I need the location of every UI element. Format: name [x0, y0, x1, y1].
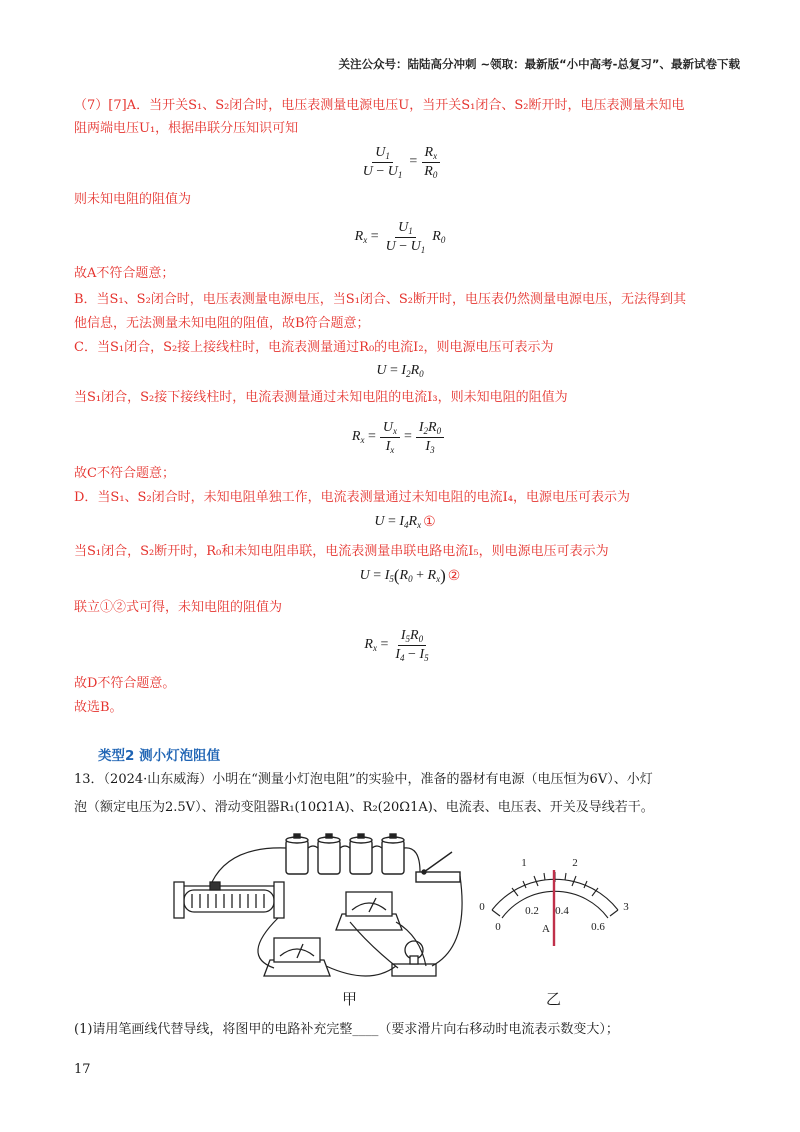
answer-line-3: 则未知电阻的阻值为: [74, 192, 192, 207]
formula-rx-d: $R_x$ = $\frac{I_5R_0}{I_4 - I_5}$: [364, 627, 429, 663]
section-title: 类型2 测小灯泡阻值: [98, 748, 221, 764]
caption-jia: 甲: [342, 990, 358, 1008]
dial-label-0.2: 0.2: [525, 905, 539, 917]
rheostat: [174, 882, 284, 918]
formula-u-i4rx: U = $I_4R_x$ ①: [374, 514, 436, 530]
battery-pack: [286, 834, 404, 874]
dial-label-0-inner: 0: [495, 921, 501, 933]
answer-line-9: 故C不符合题意；: [74, 466, 175, 481]
answer-line-7: C．当S₁闭合，S₂接上接线柱时，电流表测量通过R₀的电流I₂，则电源电压可表示为: [74, 340, 554, 355]
question-line-1: 13．（2024·山东威海）小明在“测量小灯泡电阻”的实验中，准备的器材有电源（电压恒为6V）、小灯: [74, 772, 653, 787]
switch: [416, 852, 460, 882]
answer-line-4: 故A不符合题意；: [74, 266, 175, 281]
answer-line-1: （7）[7]A．当开关S₁、S₂闭合时，电压表测量电源电压U，当开关S₁闭合、S₂断开时，电压表测量未知电: [74, 98, 685, 113]
mark-two: ②: [447, 568, 461, 584]
answer-line-10: D．当S₁、S₂闭合时，未知电阻单独工作，电流表测量通过未知电阻的电流I₄，电源电压可表示为: [74, 490, 631, 505]
dial-label-0-outer: 0: [479, 901, 485, 913]
answer-line-13: 故D不符合题意。: [74, 676, 176, 691]
dial-label-0.6: 0.6: [591, 921, 605, 933]
page-header: 关注公众号：陆陆高分冲刺 ~领取：最新版“小中高考-总复习”、最新试卷下载: [338, 57, 740, 71]
ammeter: [264, 938, 330, 976]
dial-label-3: 3: [623, 901, 629, 913]
formula-voltage-ratio: $\frac{U_1}{U - U_1}$ = $\frac{R_x}{R_0}$: [320, 140, 480, 184]
page-number: 17: [74, 1062, 91, 1077]
dial-label-1: 1: [521, 857, 527, 869]
dial-label-unit: A: [542, 923, 550, 935]
voltmeter: [336, 892, 402, 930]
answer-line-2: 阻两端电压U₁，根据串联分压知识可知: [74, 121, 299, 136]
question-line-2: 泡（额定电压为2.5V）、滑动变阻器R₁(10Ω1A)、R₂(20Ω1A)、电流表、电压表、开关及导线若干。: [74, 800, 654, 815]
answer-line-8: 当S₁闭合，S₂接下接线柱时，电流表测量通过未知电阻的电流I₃，则未知电阻的阻值为: [74, 390, 568, 405]
circuit-figure: [170, 826, 640, 1016]
question-sub-1: (1)请用笔画线代替导线，将图甲的电路补充完整____（要求滑片向右移动时电流表示数变大）；: [74, 1022, 619, 1037]
lamp: [392, 941, 436, 976]
dial-label-0.4: 0.4: [555, 905, 569, 917]
answer-line-6: 他信息，无法测量未知电阻的阻值，故B符合题意；: [74, 316, 370, 331]
answer-line-5: B．当S₁、S₂闭合时，电压表测量电源电压，当S₁闭合、S₂断开时，电压表仍然测量电源电压，无法得到其: [74, 292, 687, 307]
mark-one: ①: [423, 514, 436, 530]
dial-label-2: 2: [572, 857, 578, 869]
answer-line-14: 故选B。: [74, 700, 123, 715]
formula-rx-c: $R_x$ = $\frac{U_x}{I_x}$ = $\frac{I_2R_0}{I_3}$: [320, 414, 480, 460]
formula-rx-a: $R_x$ = $\frac{U_1}{U - U_1}$ $R_0$: [354, 219, 446, 255]
caption-yi: 乙: [546, 990, 562, 1008]
answer-line-11: 当S₁闭合，S₂断开时，R₀和未知电阻串联，电流表测量串联电路电流I₅，则电源电压可表示为: [74, 544, 609, 559]
formula-u-i5: U = $I_5$ ( $R_0$ + $R_x$ ) ②: [359, 566, 461, 585]
formula-u-i2r0: U = $I_2R_0$: [376, 363, 424, 379]
answer-line-12: 联立①②式可得，未知电阻的阻值为: [74, 600, 283, 615]
